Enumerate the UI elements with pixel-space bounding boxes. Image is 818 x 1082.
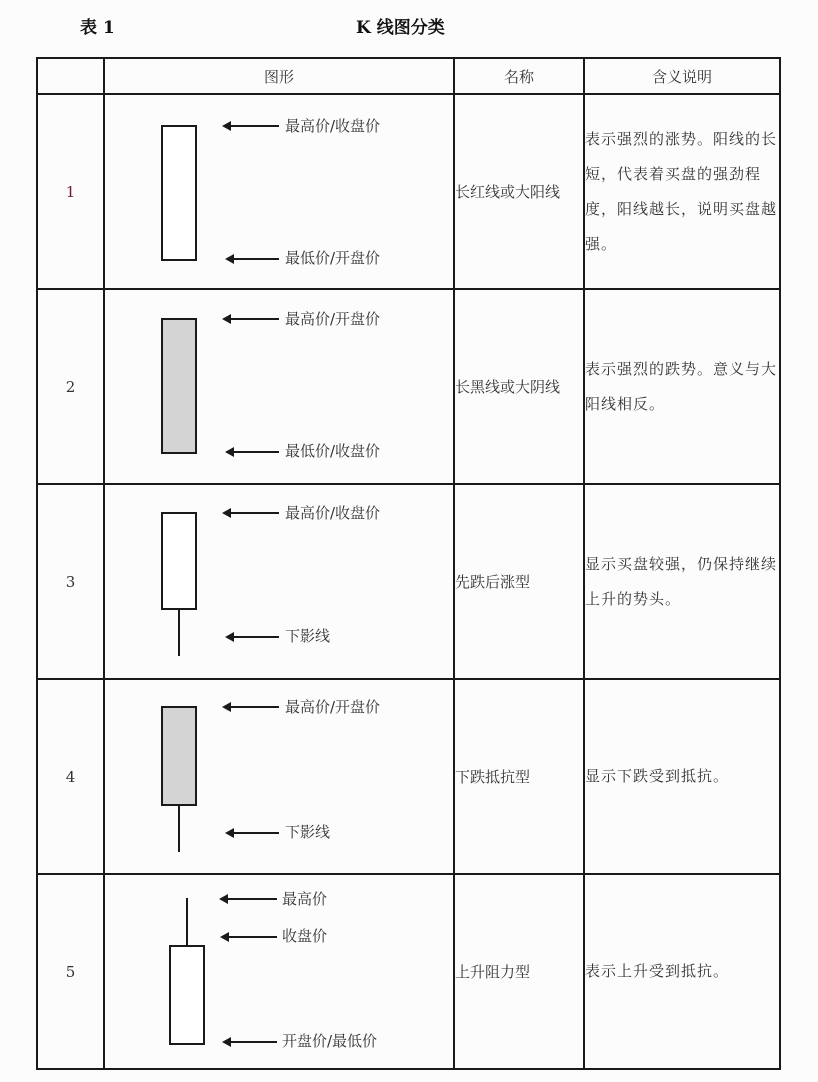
pattern-description: 显示买盘较强，仍保持继续上升的势头。 [584,484,780,679]
pattern-name: 上升阻力型 [454,874,584,1069]
pattern-name: 长红线或大阳线 [454,94,584,289]
figure-label: 最高价/收盘价 [285,504,381,522]
figure-label: 最高价/收盘价 [285,117,381,135]
candle-figure [104,484,454,679]
row-number: 4 [37,679,104,874]
hollow-candle-icon [169,945,205,1045]
figure-label: 最低价/收盘价 [285,442,381,460]
pattern-description: 表示上升受到抵抗。 [584,874,780,1069]
table-header-row [37,58,780,94]
arrow-left-icon [224,706,279,708]
arrow-left-icon [221,898,277,900]
arrow-left-icon [227,636,279,638]
arrow-left-icon [227,451,279,453]
pattern-description: 表示强烈的跌势。意义与大阳线相反。 [584,289,780,484]
hollow-candle-icon [161,512,197,610]
header-num [37,58,104,94]
arrow-left-icon [224,512,279,514]
candle-figure [104,679,454,874]
arrow-left-icon [224,1041,277,1043]
arrow-left-icon [224,318,279,320]
table-row [37,94,780,289]
header-figure: 图形 [104,58,454,94]
table-row [37,484,780,679]
figure-label: 下影线 [285,627,331,645]
table-row [37,874,780,1069]
arrow-left-icon [227,258,279,260]
lower-shadow-line [178,610,180,656]
figure-label: 最低价/开盘价 [285,249,381,267]
arrow-left-icon [227,832,279,834]
figure-label: 最高价 [282,890,328,908]
arrow-left-icon [222,936,277,938]
hollow-candle-icon [161,125,197,261]
candle-figure [104,94,454,289]
row-number: 3 [37,484,104,679]
figure-label: 收盘价 [282,927,328,945]
lower-shadow-line [178,806,180,852]
figure-label: 开盘价/最低价 [282,1032,378,1050]
figure-label: 最高价/开盘价 [285,698,381,716]
row-number: 1 [37,94,104,289]
filled-candle-icon [161,706,197,806]
pattern-description: 显示下跌受到抵抗。 [584,679,780,874]
k-line-classification-table [36,57,781,1070]
pattern-name: 长黑线或大阴线 [454,289,584,484]
header-name: 名称 [454,58,584,94]
table-row [37,679,780,874]
table-row [37,289,780,484]
row-number: 5 [37,874,104,1069]
upper-shadow-line [186,898,188,946]
figure-label: 下影线 [285,823,331,841]
pattern-name: 下跌抵抗型 [454,679,584,874]
figure-label: 最高价/开盘价 [285,310,381,328]
candle-figure [104,874,454,1069]
filled-candle-icon [161,318,197,454]
header-desc: 含义说明 [584,58,780,94]
table-caption-label: 表 1 [80,18,115,38]
candle-figure [104,289,454,484]
pattern-name: 先跌后涨型 [454,484,584,679]
row-number: 2 [37,289,104,484]
table-caption-title: K 线图分类 [356,18,445,38]
arrow-left-icon [224,125,279,127]
pattern-description: 表示强烈的涨势。阳线的长短，代表着买盘的强劲程度，阳线越长，说明买盘越强。 [584,94,780,289]
